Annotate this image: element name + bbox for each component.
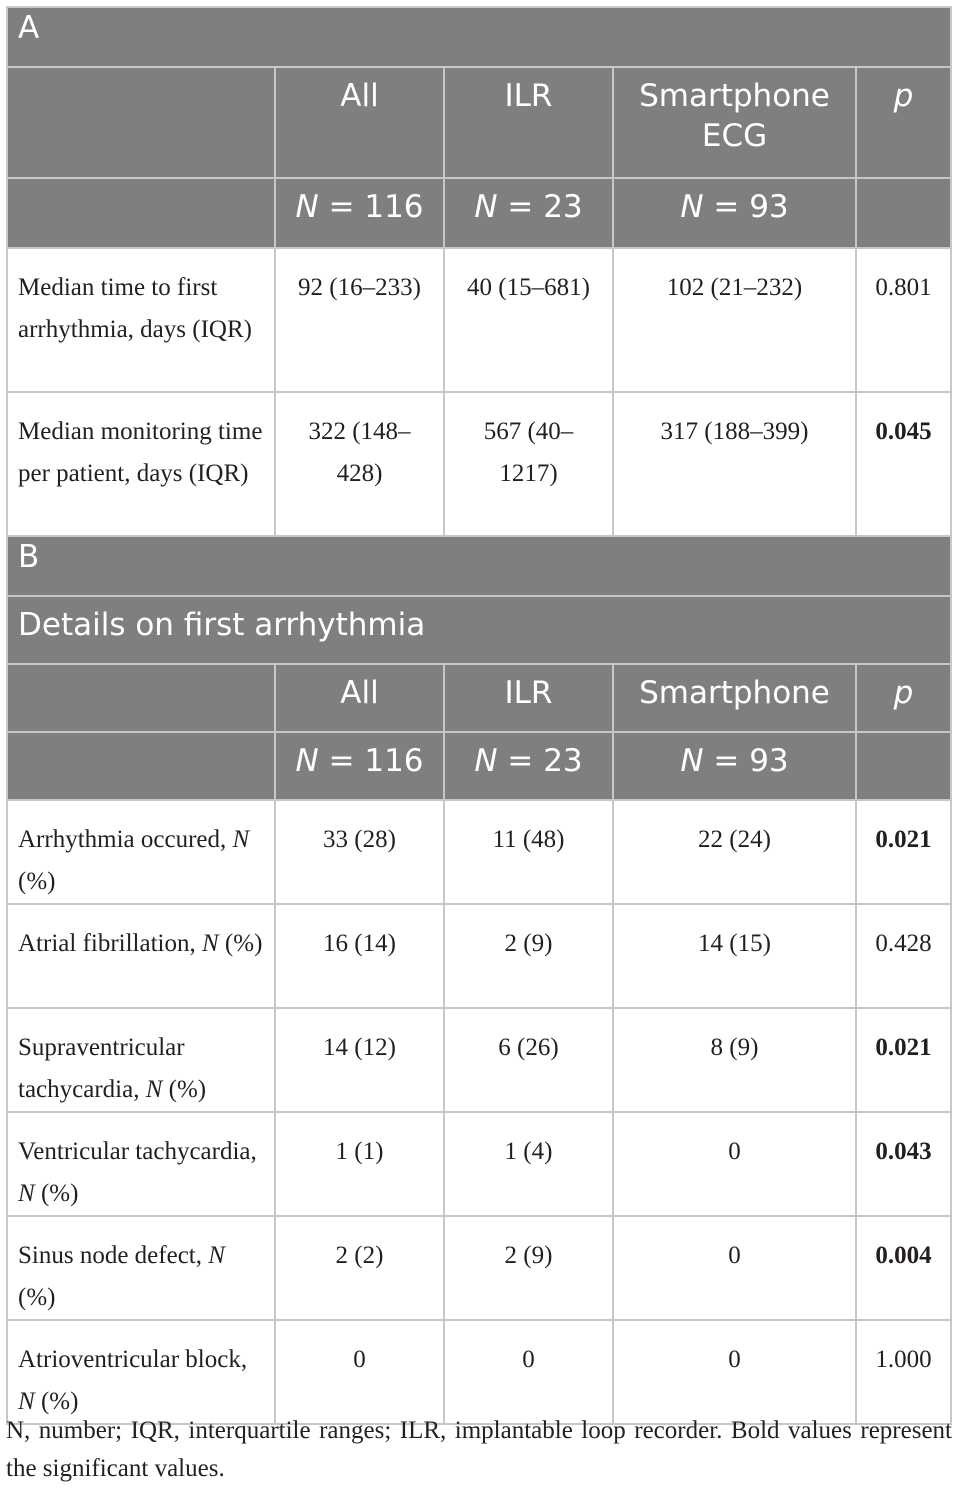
value-p: 0.021 xyxy=(856,800,951,904)
value-p: 0.043 xyxy=(856,1112,951,1216)
row-label: Atrioventricular block, N (%) xyxy=(7,1320,275,1424)
value-all: 322 (148–428) xyxy=(275,392,444,536)
n-ilr: N = 23 xyxy=(444,178,613,248)
value-all: 16 (14) xyxy=(275,904,444,1008)
value-all: 92 (16–233) xyxy=(275,248,444,392)
section-a-label: A xyxy=(7,7,951,67)
section-a-column-header-row xyxy=(7,67,951,178)
n-ilr: N = 23 xyxy=(444,732,613,800)
value-all: 1 (1) xyxy=(275,1112,444,1216)
column-header-all: All xyxy=(275,67,444,178)
value-p: 1.000 xyxy=(856,1320,951,1424)
row-label: Supraventricular tachycardia, N (%) xyxy=(7,1008,275,1112)
section-b-subtitle: Details on first arrhythmia xyxy=(7,596,951,664)
row-label: Arrhythmia occured, N (%) xyxy=(7,800,275,904)
n-smartphone: N = 93 xyxy=(613,732,856,800)
value-p: 0.045 xyxy=(856,392,951,536)
value-smartphone: 102 (21–232) xyxy=(613,248,856,392)
row-label: Sinus node defect, N (%) xyxy=(7,1216,275,1320)
column-header-ilr: ILR xyxy=(444,664,613,732)
section-b-n-row xyxy=(7,732,951,800)
table-row xyxy=(7,392,951,536)
column-header-ilr: ILR xyxy=(444,67,613,178)
column-header-p: p xyxy=(856,664,951,732)
value-smartphone: 0 xyxy=(613,1216,856,1320)
value-all: 0 xyxy=(275,1320,444,1424)
n-all: N = 116 xyxy=(275,178,444,248)
value-smartphone: 0 xyxy=(613,1112,856,1216)
value-ilr: 1 (4) xyxy=(444,1112,613,1216)
value-smartphone: 22 (24) xyxy=(613,800,856,904)
row-label: Median time to first arrhythmia, days (IQR) xyxy=(7,248,275,392)
value-smartphone: 317 (188–399) xyxy=(613,392,856,536)
column-header-empty xyxy=(7,67,275,178)
value-ilr: 2 (9) xyxy=(444,904,613,1008)
row-label: Median monitoring time per patient, days (IQR) xyxy=(7,392,275,536)
value-ilr: 2 (9) xyxy=(444,1216,613,1320)
row-label: Ventricular tachycardia, N (%) xyxy=(7,1112,275,1216)
table-row xyxy=(7,1216,951,1320)
value-p: 0.004 xyxy=(856,1216,951,1320)
table-row xyxy=(7,248,951,392)
column-header-empty xyxy=(7,664,275,732)
section-b-column-header-row xyxy=(7,664,951,732)
value-ilr: 567 (40–1217) xyxy=(444,392,613,536)
column-header-p: p xyxy=(856,67,951,178)
value-p: 0.021 xyxy=(856,1008,951,1112)
n-smartphone: N = 93 xyxy=(613,178,856,248)
table-row xyxy=(7,1008,951,1112)
results-table xyxy=(6,6,952,1425)
n-cell-p-empty xyxy=(856,178,951,248)
value-ilr: 6 (26) xyxy=(444,1008,613,1112)
n-cell-empty xyxy=(7,178,275,248)
value-smartphone: 0 xyxy=(613,1320,856,1424)
column-header-all: All xyxy=(275,664,444,732)
value-smartphone: 14 (15) xyxy=(613,904,856,1008)
table-row xyxy=(7,904,951,1008)
section-b-label: B xyxy=(7,536,951,596)
table-row xyxy=(7,1320,951,1424)
section-a-n-row xyxy=(7,178,951,248)
value-smartphone: 8 (9) xyxy=(613,1008,856,1112)
value-all: 2 (2) xyxy=(275,1216,444,1320)
value-ilr: 11 (48) xyxy=(444,800,613,904)
column-header-smartphone-ecg: Smartphone ECG xyxy=(613,67,856,178)
column-header-smartphone: Smartphone xyxy=(613,664,856,732)
value-p: 0.801 xyxy=(856,248,951,392)
section-b-header-row xyxy=(7,536,951,596)
row-label: Atrial fibrillation, N (%) xyxy=(7,904,275,1008)
value-ilr: 40 (15–681) xyxy=(444,248,613,392)
n-cell-empty xyxy=(7,732,275,800)
table-row xyxy=(7,800,951,904)
n-all: N = 116 xyxy=(275,732,444,800)
value-ilr: 0 xyxy=(444,1320,613,1424)
value-all: 14 (12) xyxy=(275,1008,444,1112)
n-cell-p-empty xyxy=(856,732,951,800)
table-row xyxy=(7,1112,951,1216)
value-all: 33 (28) xyxy=(275,800,444,904)
section-b-subtitle-row xyxy=(7,596,951,664)
section-a-header-row xyxy=(7,7,951,67)
table-footnote: N, number; IQR, interquartile ranges; ILR, implantable loop recorder. Bold values represent the significant values. xyxy=(6,1417,952,1482)
value-p: 0.428 xyxy=(856,904,951,1008)
